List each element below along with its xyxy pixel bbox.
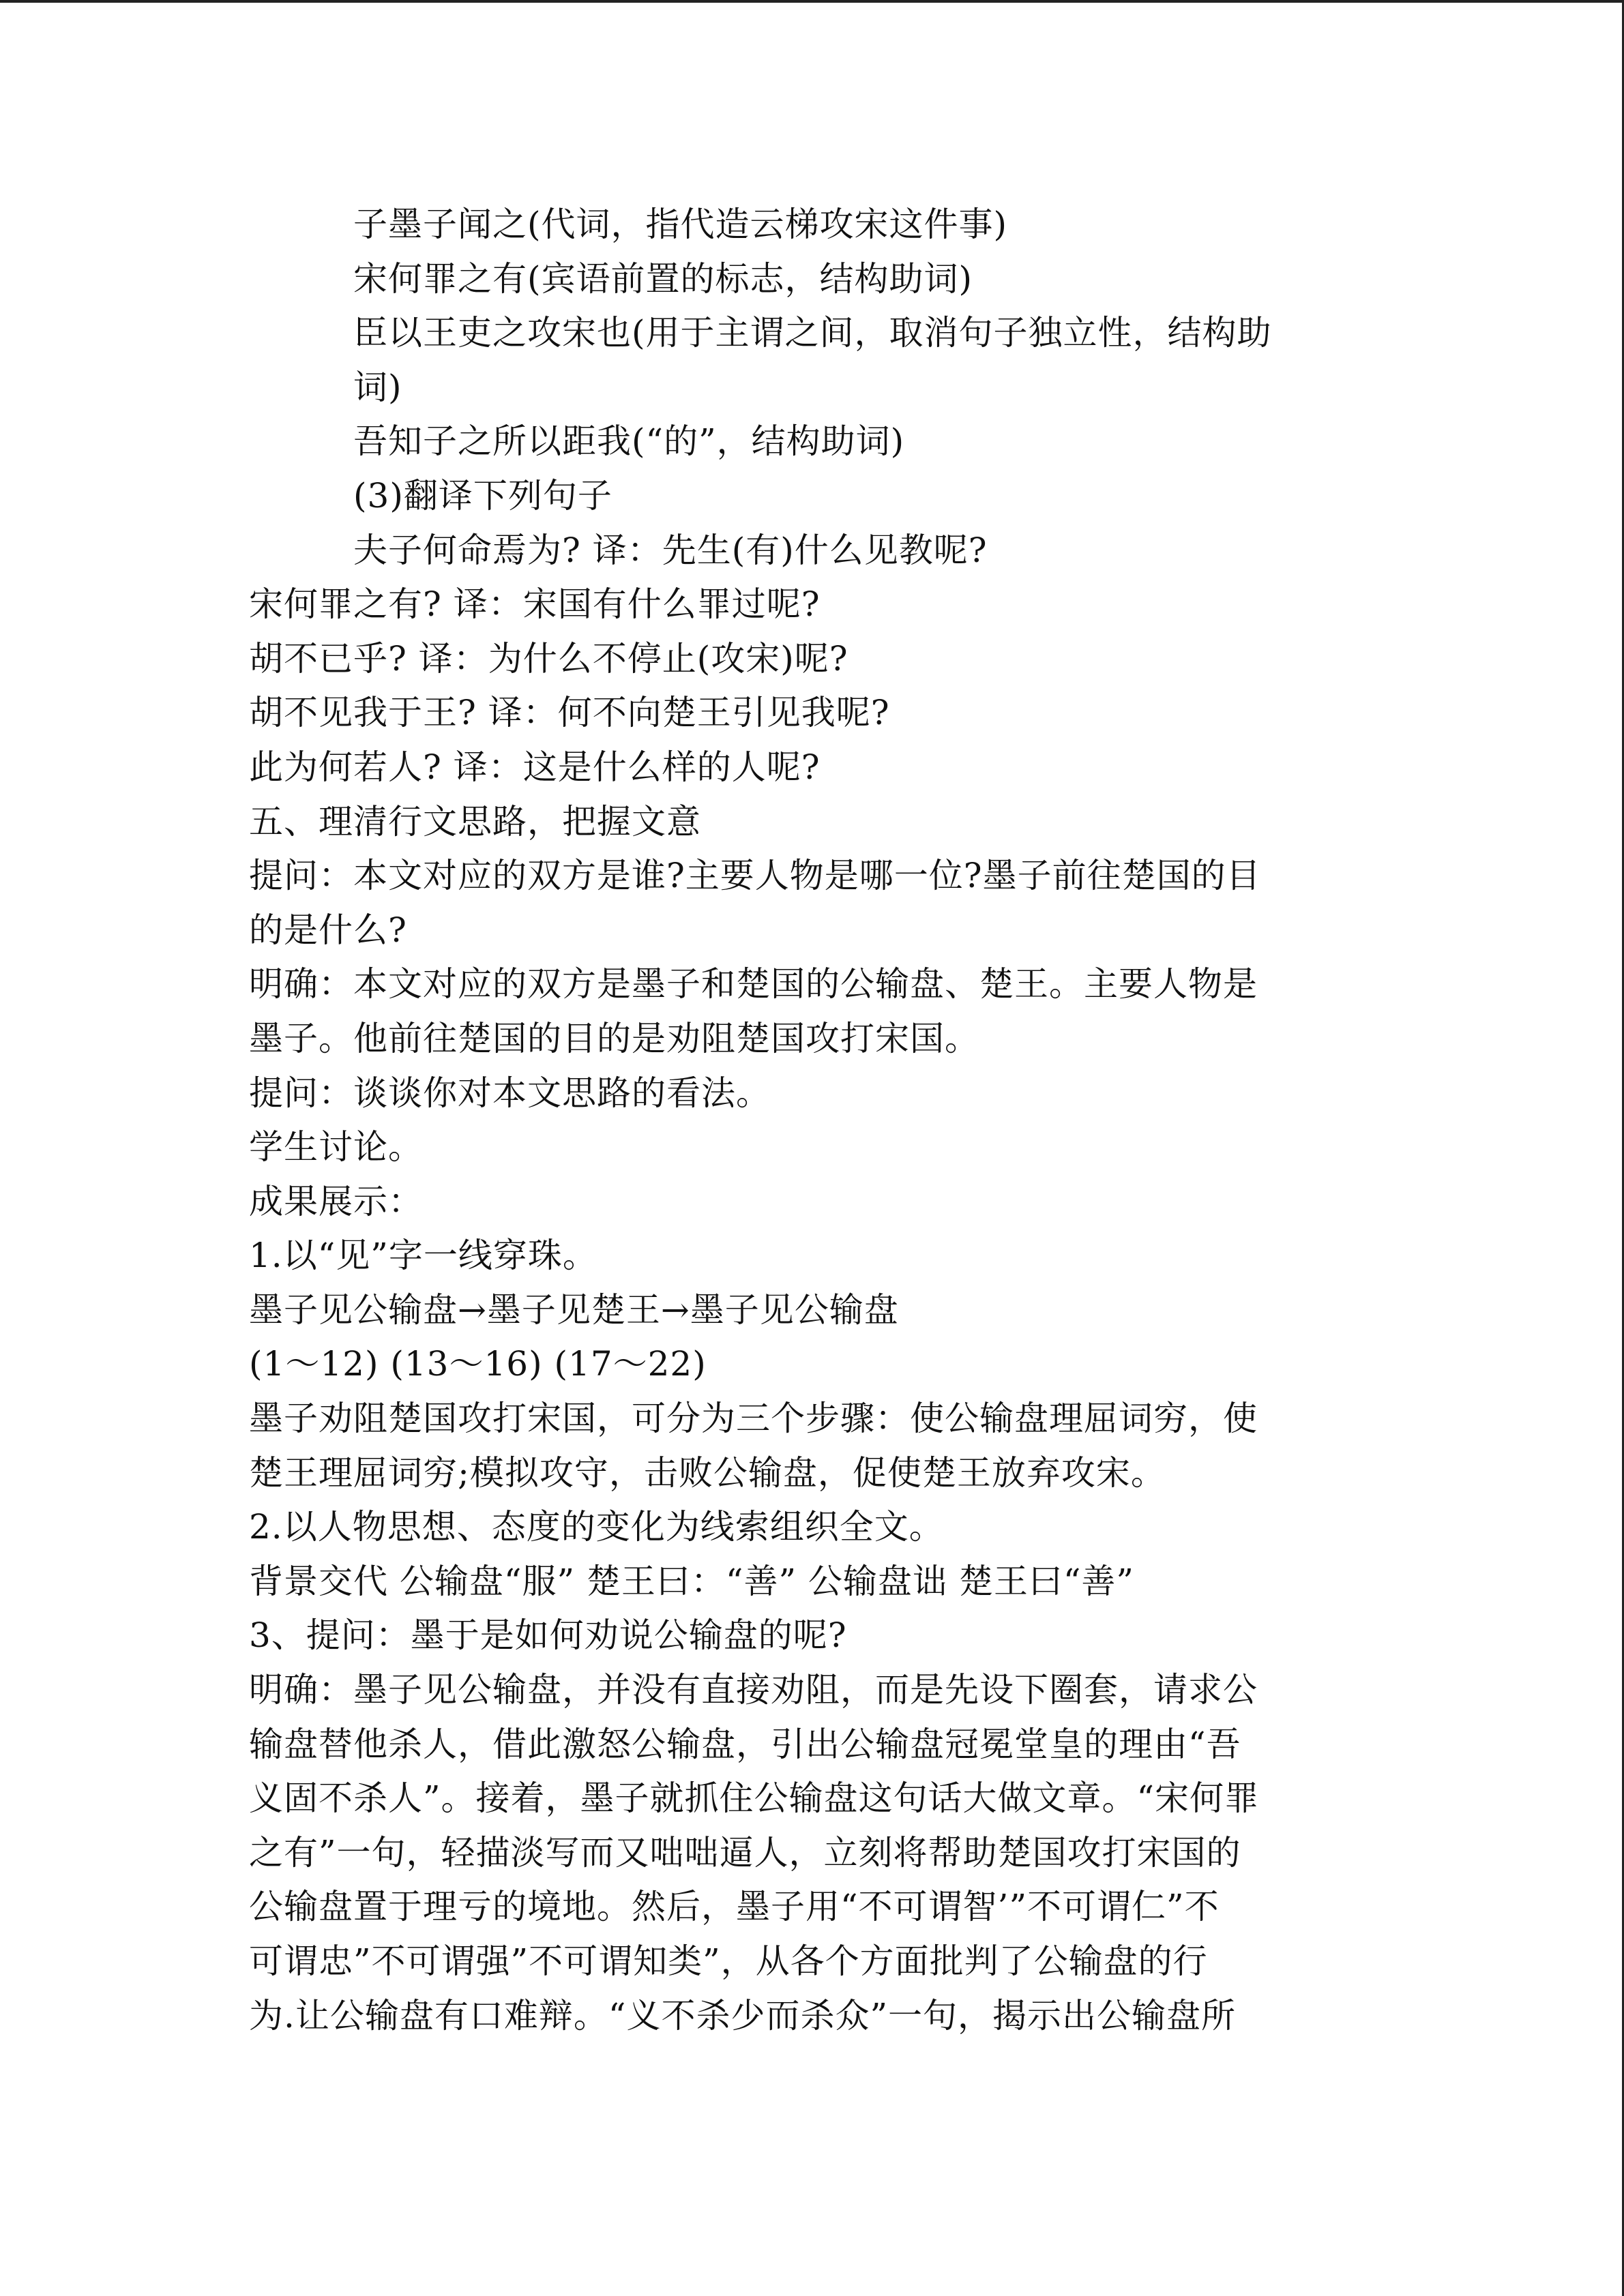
text-line: 学生讨论。 bbox=[249, 1127, 423, 1167]
text-line: 明确：本文对应的双方是墨子和楚国的公输盘、楚王。主要人物是 bbox=[249, 964, 1258, 1004]
text-line: 词) bbox=[353, 367, 402, 407]
text-line: 义固不杀人”。接着，墨子就抓住公输盘这句话大做文章。“宋何罪 bbox=[249, 1778, 1260, 1819]
text-line: 公输盘置于理亏的境地。然后，墨子用“不可谓智’”不可谓仁”不 bbox=[249, 1887, 1220, 1927]
text-line: 的是什么? bbox=[249, 910, 407, 950]
text-line: (1～12) (13～16) (17～22) bbox=[249, 1344, 707, 1384]
text-line: 成果展示： bbox=[249, 1181, 423, 1221]
text-line: 为.让公输盘有口难辩。“义不杀少而杀众”一句，揭示出公输盘所 bbox=[249, 1995, 1237, 2036]
text-line: 提问：谈谈你对本文思路的看法。 bbox=[249, 1073, 771, 1113]
text-line: 吾知子之所以距我(“的”，结构助词) bbox=[353, 421, 905, 462]
text-line: 宋何罪之有? 译：宋国有什么罪过呢? bbox=[249, 584, 821, 625]
text-line: 子墨子闻之(代词，指代造云梯攻宋这件事) bbox=[353, 205, 1008, 244]
text-line: 墨子。他前往楚国的目的是劝阻楚国攻打宋国。 bbox=[249, 1018, 979, 1058]
page-top-border bbox=[0, 0, 1624, 3]
text-line: 楚王理屈词穷;模拟攻守，击败公输盘，促使楚王放弃攻宋。 bbox=[249, 1452, 1166, 1493]
text-line: 提问：本文对应的双方是谁?主要人物是哪一位?墨子前往楚国的目 bbox=[249, 856, 1261, 896]
text-line: 1.以“见”字一线穿珠。 bbox=[249, 1236, 597, 1276]
document-body bbox=[249, 198, 1368, 2043]
text-line: 宋何罪之有(宾语前置的标志，结构助词) bbox=[353, 258, 973, 299]
text-line: 背景交代 公输盘“服” 楚王曰：“善” 公输盘诎 楚王曰“善” bbox=[249, 1561, 1134, 1601]
text-line: 臣以王吏之攻宋也(用于主谓之间，取消句子独立性，结构助 bbox=[353, 313, 1272, 353]
text-line: 明确：墨子见公输盘，并没有直接劝阻，而是先设下圈套，请求公 bbox=[249, 1670, 1258, 1710]
text-line: 夫子何命焉为? 译：先生(有)什么见教呢? bbox=[353, 530, 988, 570]
text-line: 墨子劝阻楚国攻打宋国，可分为三个步骤：使公输盘理屈词穷，使 bbox=[249, 1399, 1258, 1439]
text-line: 胡不已乎? 译：为什么不停止(攻宋)呢? bbox=[249, 638, 848, 679]
text-line: 胡不见我于王? 译：何不向楚王引见我呢? bbox=[249, 693, 890, 733]
text-line: 3、提问：墨于是如何劝说公输盘的呢? bbox=[249, 1615, 847, 1656]
text-line: 墨子见公输盘→墨子见楚王→墨子见公输盘 bbox=[249, 1289, 899, 1330]
text-line: 可谓忠”不可谓强”不可谓知类”，从各个方面批判了公输盘的行 bbox=[249, 1941, 1208, 1981]
text-line: 此为何若人? 译：这是什么样的人呢? bbox=[249, 747, 821, 787]
section-heading: 五、理清行文思路，把握文意 bbox=[249, 801, 701, 841]
text-line: 2.以人物思想、态度的变化为线索组织全文。 bbox=[249, 1507, 944, 1547]
text-line: 输盘替他杀人，借此激怒公输盘，引出公输盘冠冕堂皇的理由“吾 bbox=[249, 1724, 1241, 1764]
section-subheading: (3)翻译下列句子 bbox=[353, 475, 612, 516]
text-line: 之有”一句，轻描淡写而又咄咄逼人，立刻将帮助楚国攻打宋国的 bbox=[249, 1832, 1241, 1873]
